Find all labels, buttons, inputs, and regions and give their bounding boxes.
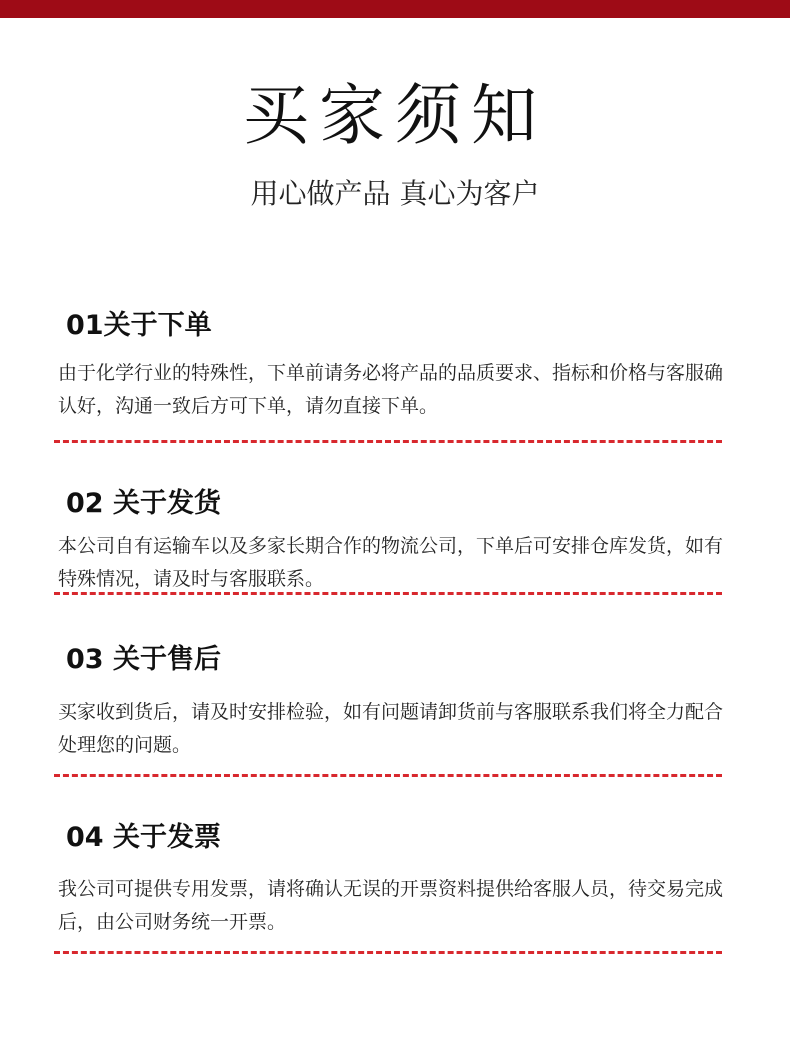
section-body: 本公司自有运输车以及多家长期合作的物流公司，下单后可安排仓库发货，如有特殊情况，请及时与客服联系。 bbox=[58, 535, 724, 590]
section-invoice bbox=[58, 820, 728, 939]
section-shipping bbox=[58, 486, 728, 596]
section-divider bbox=[54, 440, 722, 443]
section-divider bbox=[54, 774, 722, 777]
page-title: 买家须知 bbox=[243, 77, 547, 154]
top-accent-bar bbox=[0, 0, 790, 18]
section-divider bbox=[54, 592, 722, 595]
section-heading: 02 关于发货 bbox=[66, 488, 221, 519]
section-after-sales bbox=[58, 642, 728, 762]
section-heading: 03 关于售后 bbox=[66, 644, 221, 675]
section-ordering bbox=[58, 308, 728, 423]
section-divider bbox=[54, 951, 722, 954]
section-heading: 04 关于发票 bbox=[66, 822, 221, 853]
section-body: 我公司可提供专用发票，请将确认无误的开票资料提供给客服人员，待交易完成后，由公司财务统一开票。 bbox=[58, 878, 724, 933]
section-body: 买家收到货后，请及时安排检验，如有问题请卸货前与客服联系我们将全力配合处理您的问题。 bbox=[58, 701, 724, 756]
section-heading: 01关于下单 bbox=[66, 310, 212, 341]
page-subtitle: 用心做产品 真心为客户 bbox=[250, 177, 540, 210]
section-body: 由于化学行业的特殊性，下单前请务必将产品的品质要求、指标和价格与客服确认好，沟通一致后方可下单，请勿直接下单。 bbox=[58, 362, 724, 417]
